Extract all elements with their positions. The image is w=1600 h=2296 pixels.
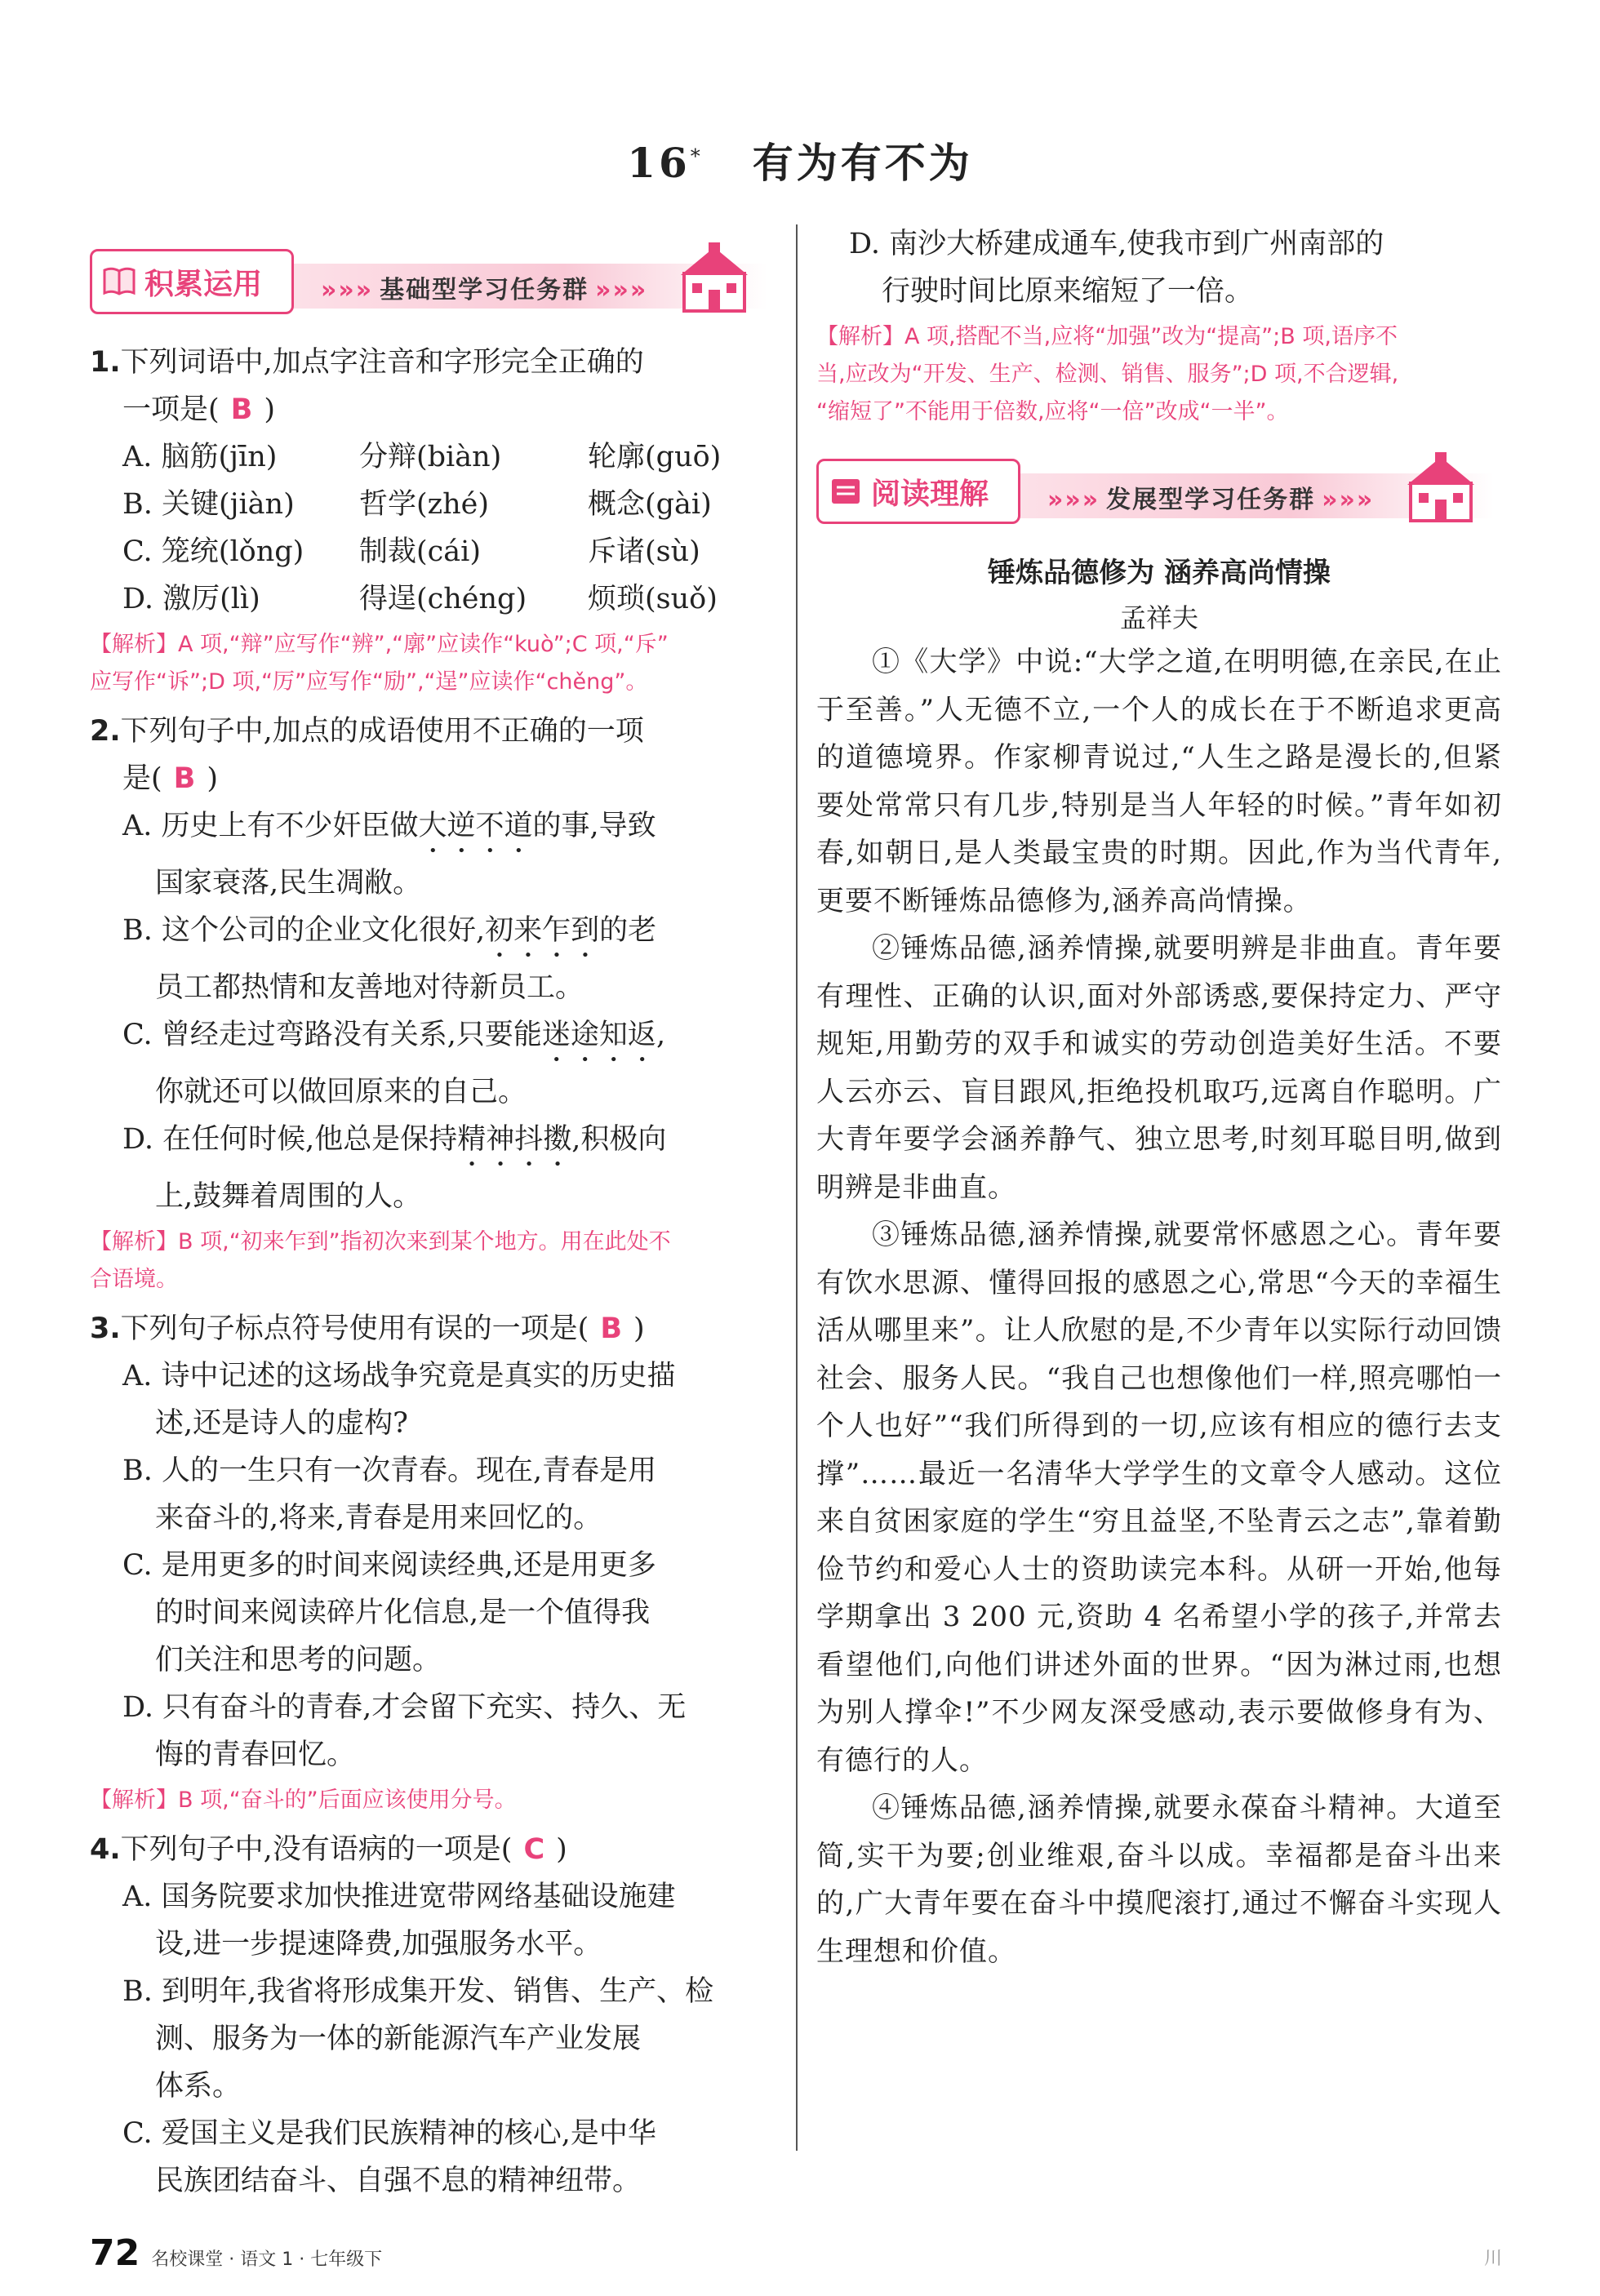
q3-option-d: D. 只有奋斗的青春,才会留下充实、持久、无 — [122, 1691, 687, 1724]
question-1: 1.下列词语中,加点字注音和字形完全正确的 一项是( B ) — [90, 346, 644, 426]
school-icon — [678, 241, 751, 314]
q3-option-c: C. 是用更多的时间来阅读经典,还是用更多 — [122, 1549, 656, 1582]
q4-option-b: B. 到明年,我省将形成集开发、销售、生产、检 — [122, 1975, 714, 2008]
section-tag: 阅读理解 — [816, 459, 1020, 524]
lesson-number: 16 — [627, 139, 691, 187]
page-footer — [90, 2232, 382, 2274]
paragraph-2: ②锤炼品德,涵养情操,就要明辨是非曲直。青年要有理性、正确的认识,面对外部诱惑,要保持定力、严守规矩,用勤劳的双手和诚实的劳动创造美好生活。不要人云亦云、盲目跟风,拒绝投机取巧,远离自作聪明。广大青年要学会涵养静气、独立思考,时刻耳聪目明,做到明辨是非曲直。 — [816, 932, 1502, 1204]
lesson-title — [0, 131, 1600, 189]
question-4: 4.下列句子中,没有语病的一项是( C ) A. 国务院要求加快推进宽带网络基础设施建 设,进一步提速降费,加强服务水平。 B. 到明年,我省将形成集开发、销售、生产、检 测、服务为一体的新能源汽车产业发展 体系。 C. 爱国主义是我们民族精神的核心,是中华 民族团结奋斗、自强不息的精神纽带。 — [90, 1826, 776, 2205]
q3-option-b: B. 人的一生只有一次青春。现在,青春是用 — [122, 1454, 657, 1487]
paragraph-4: ④锤炼品德,涵养情操,就要永葆奋斗精神。大道至简,实干为要;创业维艰,奋斗以成。幸福都是奋斗出来的,广大青年要在奋斗中摸爬滚打,通过不懈奋斗实现人生理想和价值。 — [816, 1792, 1502, 1968]
right-column — [816, 220, 1502, 1975]
analysis-4: 【解析】A 项,搭配不当,应将“加强”改为“提高”;B 项,语序不 当,应改为“开发、生产、检测、销售、服务”;D 项,不合逻辑, “缩短了”不能用于倍数,应将“一倍”改成“一半”。 — [816, 324, 1399, 424]
answer-3: B — [600, 1312, 622, 1345]
region-mark: 川 — [1483, 2249, 1502, 2269]
question-2: 2.下列句子中,加点的成语使用不正确的一项 是( B ) A. 历史上有不少奸臣做大逆不道的事,导致 国家衰落,民生凋敝。 B. 这个公司的企业文化很好,初来乍到的老 员工都热情和友善地对待新员工。 C. 曾经走过弯路没有关系,只要能迷途知返, 你就还可以做回原来的自己。 D. 在任何时候,他总是保持精神抖擞,积极向 上,鼓舞着周围的人。 — [90, 708, 776, 1220]
q2-option-a: A. 历史上有不少奸臣做大逆不道的事,导致 — [122, 810, 656, 842]
question-3: 3.下列句子标点符号使用有误的一项是( B ) A. 诗中记述的这场战争究竟是真实的历史描 述,还是诗人的虚构? B. 人的一生只有一次青春。现在,青春是用 来奋斗的,将来,青春是用来回忆的。 C. 是用更多的时间来阅读经典,还是用更多 的时间来阅读碎片化信息,是一个值得我 们关注和思考的问题。 D. 只有奋斗的青春,才会留下充实、持久、无 悔的青春回忆。 — [90, 1305, 776, 1779]
q2-option-b: B. 这个公司的企业文化很好,初来乍到的老 — [122, 914, 657, 947]
section-subtitle: »»» 基础型学习任务群 »»» — [321, 276, 648, 304]
page-number: 72 — [90, 2232, 140, 2274]
lesson-mark: * — [690, 144, 704, 168]
q4-option-c: C. 爱国主义是我们民族精神的核心,是中华 — [122, 2117, 656, 2150]
school-icon — [1404, 451, 1478, 524]
answer-4: C — [523, 1833, 545, 1866]
q4-option-a: A. 国务院要求加快推进宽带网络基础设施建 — [122, 1881, 676, 1913]
section-banner-reading — [816, 451, 1502, 540]
q2-option-d: D. 在任何时候,他总是保持精神抖擞,积极向 — [122, 1123, 667, 1156]
q3-option-a: A. 诗中记述的这场战争究竟是真实的历史描 — [122, 1360, 676, 1392]
answer-2: B — [173, 762, 196, 795]
q2-option-c: C. 曾经走过弯路没有关系,只要能迷途知返, — [122, 1019, 666, 1051]
paragraph-1: ①《大学》中说:“大学之道,在明明德,在亲民,在止于至善。”人无德不立,一个人的成长在于不断追求更高的道德境界。作家柳青说过,“人生之路是漫长的,但紧要处常常只有几步,特别是当人年轻的时候。”青年如初春,如朝日,是人类最宝贵的时期。因此,作为当代青年,更要不断锤炼品德修为,涵养高尚情操。 — [816, 646, 1502, 917]
analysis-3: 【解析】B 项,“奋斗的”后面应该使用分号。 — [90, 1788, 517, 1813]
q1-options: A. 脑筋(jīn) 分辩(biàn) 轮廓(guō) B. 关键(jiàn) 哲学(zhé) 概念(gài) C. 笼统(lǒng) 制裁(cái) 斥诸(sù) D. 激厉(lì) 得逞(chéng) 烦琐(suǒ) — [122, 441, 722, 615]
book-name: 名校课堂 · 语文 1 · 七年级下 — [151, 2249, 383, 2270]
book-icon — [102, 266, 136, 297]
section-banner-accumulate — [90, 241, 776, 331]
article-title: 锤炼品德修为 涵养高尚情操 — [988, 557, 1331, 589]
answer-1: B — [230, 393, 253, 426]
analysis-1: 【解析】A 项,“辩”应写作“辨”,“廓”应读作“kuò”;C 项,“斥” 应写作“诉”;D 项,“厉”应写作“励”,“逞”应读作“chěng”。 — [90, 632, 669, 695]
analysis-2: 【解析】B 项,“初来乍到”指初次来到某个地方。用在此处不 合语境。 — [90, 1229, 671, 1292]
q4-option-d: D. 南沙大桥建成通车,使我市到广州南部的 行驶时间比原来缩短了一倍。 — [849, 228, 1384, 308]
left-column — [90, 241, 776, 2205]
section-subtitle: »»» 发展型学习任务群 »»» — [1047, 486, 1375, 514]
book-icon — [829, 476, 863, 507]
paragraph-3: ③锤炼品德,涵养情操,就要常怀感恩之心。青年要有饮水思源、懂得回报的感恩之心,常思“今天的幸福生活从哪里来”。让人欣慰的是,不少青年以实际行动回馈社会、服务人民。“我自己也想像他们一样,照亮哪怕一个人也好”“我们所得到的一切,应该有相应的德行去支撑”……最近一名清华大学学生的文章令人感动。这位来自贫困家庭的学生“穷且益坚,不坠青云之志”,靠着勤俭节约和爱心人士的资助读完本科。从研一开始,他每学期拿出 3 200 元,资助 4 名希望小学的孩子,并常去看望他们,向他们讲述外面的世界。“因为淋过雨,也想为别人撑伞!”不少网友深受感动,表示要做修身有为、有德行的人。 — [816, 1219, 1502, 1777]
article-author: 孟祥夫 — [1119, 602, 1198, 633]
section-tag: 积累运用 — [90, 249, 294, 314]
lesson-name: 有为有不为 — [752, 139, 973, 187]
